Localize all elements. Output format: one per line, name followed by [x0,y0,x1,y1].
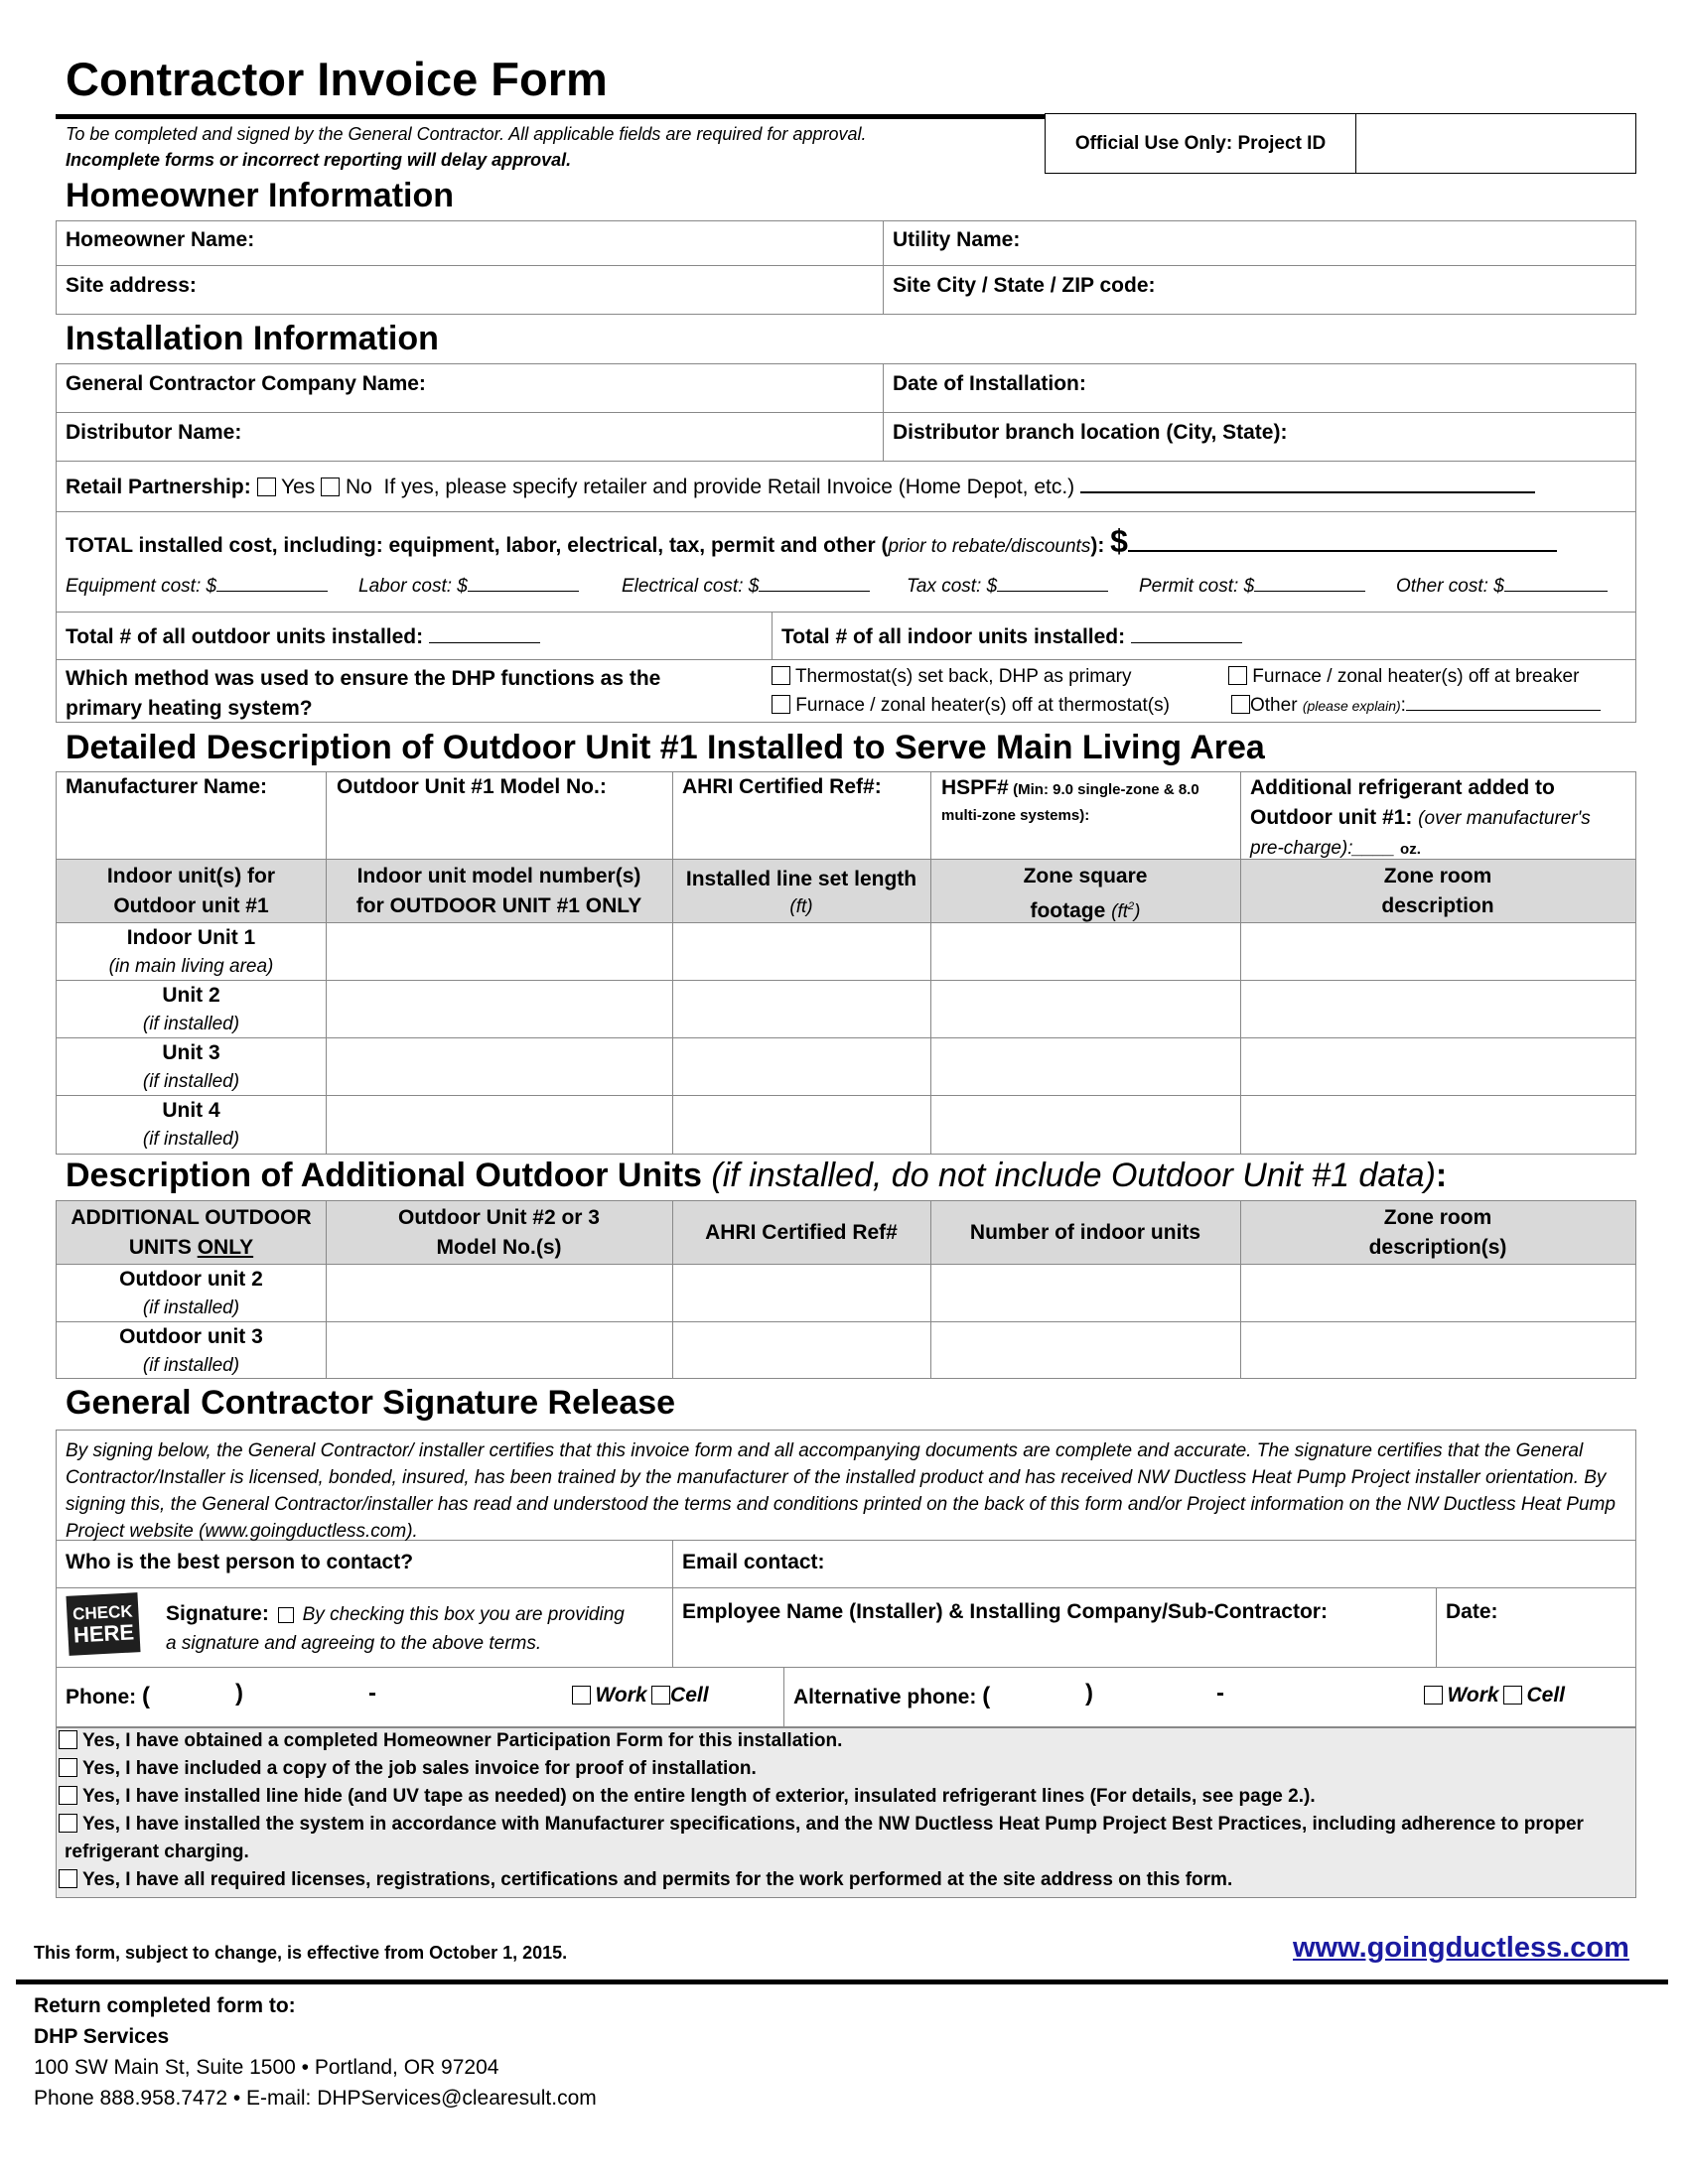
outdoor-unit-3-row: Outdoor unit 3 (if installed) [119,1325,263,1376]
method-breaker-label: Furnace / zonal heater(s) off at breaker [1252,666,1580,687]
heating-method-q1: Which method was used to ensure the DHP functions as the [66,667,661,690]
outdoor1-heading: Detailed Description of Outdoor Unit #1 Installed to Serve Main Living Area [66,729,1265,766]
effective-date-note: This form, subject to change, is effective from October 1, 2015. [34,1943,568,1963]
intro-text [66,121,866,173]
checklist-item[interactable]: Yes, I have installed the system in accordance with Manufacturer specifications, and the NW Ductless Heat Pump Project Best Practices, including adherence to proper [59,1814,1584,1836]
official-use-label: Official Use Only: Project ID [1046,114,1356,173]
signature-heading: General Contractor Signature Release [66,1384,676,1422]
email-contact-field[interactable]: Email contact: [682,1551,825,1573]
installation-table [56,363,1636,723]
check-here-icon: CHECK HERE [66,1592,140,1656]
outdoor-unit-2-row: Outdoor unit 2 (if installed) [119,1268,263,1318]
phone-cell-checkbox[interactable] [651,1686,670,1705]
hspf-note-1: (Min: 9.0 single-zone & 8.0 [1013,781,1199,798]
alt-phone-cell-checkbox[interactable] [1503,1686,1522,1705]
tax-cost-label: Tax cost: $ [907,576,998,597]
phone-work-checkbox[interactable] [572,1686,591,1705]
signature-field[interactable] [166,1600,625,1659]
checklist-item[interactable]: Yes, I have included a copy of the job sales invoice for proof of installation. [59,1758,757,1780]
contact-person-field[interactable]: Who is the best person to contact? [66,1551,414,1573]
alt-phone-cell-label: Cell [1526,1684,1565,1706]
equipment-cost-field[interactable] [66,576,328,598]
refrigerant-line-3: pre-charge):____ [1250,838,1395,859]
alt-phone-dash: - [1216,1680,1224,1706]
project-id-field[interactable] [1356,114,1635,173]
col-indoor-model: Indoor unit model number(s) for OUTDOOR UNIT #1 ONLY [355,865,642,917]
return-address [34,1990,597,2114]
outdoor1-model-field[interactable]: Outdoor Unit #1 Model No.: [337,775,607,798]
hspf-field[interactable] [941,775,1199,829]
hspf-label: HSPF# [941,776,1009,799]
checklist-item[interactable]: Yes, I have all required licenses, registrations, certifications and permits for the work performed at the site address on this form. [59,1869,1232,1891]
outdoor-total-label: Total # of all outdoor units installed: [66,625,424,648]
signature-date-field[interactable]: Date: [1446,1600,1498,1623]
signature-note-1: By checking this box you are providing [302,1604,625,1625]
permit-cost-field[interactable] [1139,576,1365,598]
col-zone-footage: Zone square footage $(ft^2)$ [1023,865,1148,922]
site-address-field[interactable]: Site address: [66,274,197,297]
additional-heading: Description of Additional Outdoor Units (if installed, do not include Outdoor Unit #1 data): [66,1157,1448,1194]
ahri-ref-field[interactable]: AHRI Certified Ref#: [682,775,882,798]
total-cost-note: prior to rebate/discounts [888,536,1091,557]
return-org: DHP Services [34,2025,170,2048]
total-cost-label: TOTAL installed cost, including: equipment, labor, electrical, tax, permit and other ( [66,534,889,557]
additional-heading-note: (if installed, do not include Outdoor Unit #1 data) [711,1157,1436,1194]
gc-company-field[interactable]: General Contractor Company Name: [66,372,426,395]
website-link[interactable]: www.goingductless.com [1293,1932,1629,1964]
homeowner-name-field[interactable]: Homeowner Name: [66,228,255,251]
tax-cost-field[interactable] [907,576,1108,598]
refrigerant-line-2: Outdoor unit #1: [1250,806,1413,829]
heating-method-q2: primary heating system? [66,697,313,720]
dollar-sign: $ [1110,523,1128,559]
checklist-item[interactable]: Yes, I have installed line hide (and UV tape as needed) on the entire length of exterior, insulated refrigerant lines (For details, see page 2.). [59,1786,1316,1808]
intro-line-1: To be completed and signed by the General Contractor. All applicable fields are required for approval. [66,124,867,144]
homeowner-heading: Homeowner Information [66,177,455,214]
heating-method-question [66,664,660,724]
refrigerant-field[interactable] [1250,773,1591,865]
employee-name-field[interactable]: Employee Name (Installer) & Installing Company/Sub-Contractor: [682,1600,1328,1623]
checklist-item-continued: refrigerant charging. [65,1842,249,1862]
refrigerant-unit: oz. [1400,841,1421,858]
retail-partnership-row [66,476,1535,499]
alt-phone-work-label: Work [1447,1684,1499,1706]
retailer-line[interactable] [1080,491,1535,493]
phone-field[interactable]: Phone: ( [66,1683,151,1709]
homeowner-table [56,220,1636,315]
indoor-unit-4-row: Unit 4 (if installed) [142,1099,240,1150]
labor-cost-field[interactable] [358,576,579,598]
phone-dash: - [368,1680,376,1706]
outdoor1-table [56,771,1636,1155]
installation-heading: Installation Information [66,320,439,357]
total-cost-close: ): [1090,534,1105,557]
method-furnace-thermostat-checkbox[interactable] [772,695,790,714]
indoor-unit-3-row: Unit 3 (if installed) [142,1041,240,1092]
electrical-cost-field[interactable] [622,576,870,598]
distributor-branch-field[interactable]: Distributor branch location (City, State): [893,421,1288,444]
distributor-name-field[interactable]: Distributor Name: [66,421,242,444]
site-city-field[interactable]: Site City / State / ZIP code: [893,274,1156,297]
certification-text: By signing below, the General Contractor/ installer certifies that this invoice form and all accompanying documents are complete and accurate. The signature certifies that the General Contractor/Installer is licensed, bonded, insured, has been trained by the manufacturer of the installed product and has received NW Ductless Heat Pump Project installer orientation. By signing this, the General Contractor/installer has read and understood the terms and conditions printed on the back of this form and/or Project information on the NW Ductless Heat Pump Project website (www.goingductless.com). [66,1440,1616,1542]
retail-no-checkbox[interactable] [321,478,340,496]
col-indoor-units: Indoor unit(s) for Outdoor unit #1 [106,865,276,917]
col-additional-ahri: AHRI Certified Ref# [705,1221,898,1244]
phone-work-option[interactable] [572,1684,709,1707]
alt-phone-work-option[interactable] [1424,1684,1565,1707]
permit-cost-label: Permit cost: $ [1139,576,1255,597]
alt-phone-close-paren: ) [1085,1680,1093,1706]
indoor-unit-2-row: Unit 2 (if installed) [142,984,240,1034]
col-additional-units: ADDITIONAL OUTDOOR UNITS ONLY [70,1206,312,1259]
alt-phone-field[interactable]: Alternative phone: ( [793,1683,991,1709]
checklist-item[interactable]: Yes, I have obtained a completed Homeowner Participation Form for this installation. [59,1730,842,1752]
col-additional-model: Outdoor Unit #2 or 3 Model No.(s) [397,1206,600,1259]
additional-table [56,1200,1636,1379]
manufacturer-field[interactable]: Manufacturer Name: [66,775,268,798]
intro-line-2: Incomplete forms or incorrect reporting will delay approval. [66,150,572,170]
retail-yes-label: Yes [281,476,316,498]
indoor-unit-1-row: Indoor Unit 1 (in main living area) [108,926,274,977]
col-additional-zone: Zone room description(s) [1368,1206,1507,1259]
official-use-box [1045,113,1636,174]
labor-cost-label: Labor cost: $ [358,576,468,597]
method-breaker-option[interactable] [1228,666,1579,688]
compliance-checklist [56,1727,1636,1898]
signature-label: Signature: [166,1602,269,1625]
retail-no-label: No [345,476,372,498]
indoor-total-field[interactable] [781,625,1242,649]
method-breaker-checkbox[interactable] [1228,666,1247,685]
method-other-checkbox[interactable] [1231,695,1250,714]
method-furnace-thermostat-option[interactable] [772,695,1170,717]
other-cost-field[interactable] [1396,576,1608,598]
retail-partnership-label: Retail Partnership: [66,476,251,498]
retail-note: If yes, please specify retailer and provide Retail Invoice (Home Depot, etc.) [383,476,1075,498]
col-line-set-length: Installed line set length (ft) [685,868,917,917]
method-other-label: Other [1250,695,1298,716]
phone-cell-label: Cell [670,1684,709,1706]
other-cost-label: Other cost: $ [1396,576,1504,597]
method-thermostat-option[interactable] [772,666,1132,688]
signature-note-2: a signature and agreeing to the above terms. [166,1633,542,1654]
retail-yes-checkbox[interactable] [257,478,276,496]
return-label: Return completed form to: [34,1994,296,2017]
footer-divider [16,1979,1668,1984]
phone-work-label: Work [595,1684,647,1706]
return-contact: Phone 888.958.7472 • E-mail: DHPServices@clearesult.com [34,2087,597,2110]
title-divider [56,114,1045,119]
indoor-total-label: Total # of all indoor units installed: [781,625,1126,648]
col-zone-room: Zone room description [1381,865,1494,917]
outdoor-total-field[interactable] [66,625,540,649]
equipment-cost-label: Equipment cost: $ [66,576,217,597]
return-street: 100 SW Main St, Suite 1500 • Portland, OR 97204 [34,2056,499,2079]
utility-name-field[interactable]: Utility Name: [893,228,1021,251]
signature-checkbox[interactable] [278,1607,294,1623]
method-other-option[interactable] [1231,695,1601,717]
method-thermostat-checkbox[interactable] [772,666,790,685]
total-cost-row [66,523,1557,560]
page-title: Contractor Invoice Form [66,53,608,105]
install-date-field[interactable]: Date of Installation: [893,372,1086,395]
refrigerant-note: (over manufacturer's [1418,808,1591,829]
method-thermostat-label: Thermostat(s) set back, DHP as primary [794,666,1132,687]
alt-phone-work-checkbox[interactable] [1424,1686,1443,1705]
total-cost-line[interactable] [1128,550,1557,552]
hspf-note-2: multi-zone systems): [941,807,1090,824]
phone-close-paren: ) [235,1680,243,1706]
method-other-note: (please explain) [1302,698,1401,714]
method-other-colon: : [1400,695,1406,716]
col-indoor-count: Number of indoor units [969,1221,1201,1244]
refrigerant-line-1: Additional refrigerant added to [1250,776,1555,799]
method-furnace-thermostat-label: Furnace / zonal heater(s) off at thermostat(s) [795,695,1170,716]
electrical-cost-label: Electrical cost: $ [622,576,760,597]
